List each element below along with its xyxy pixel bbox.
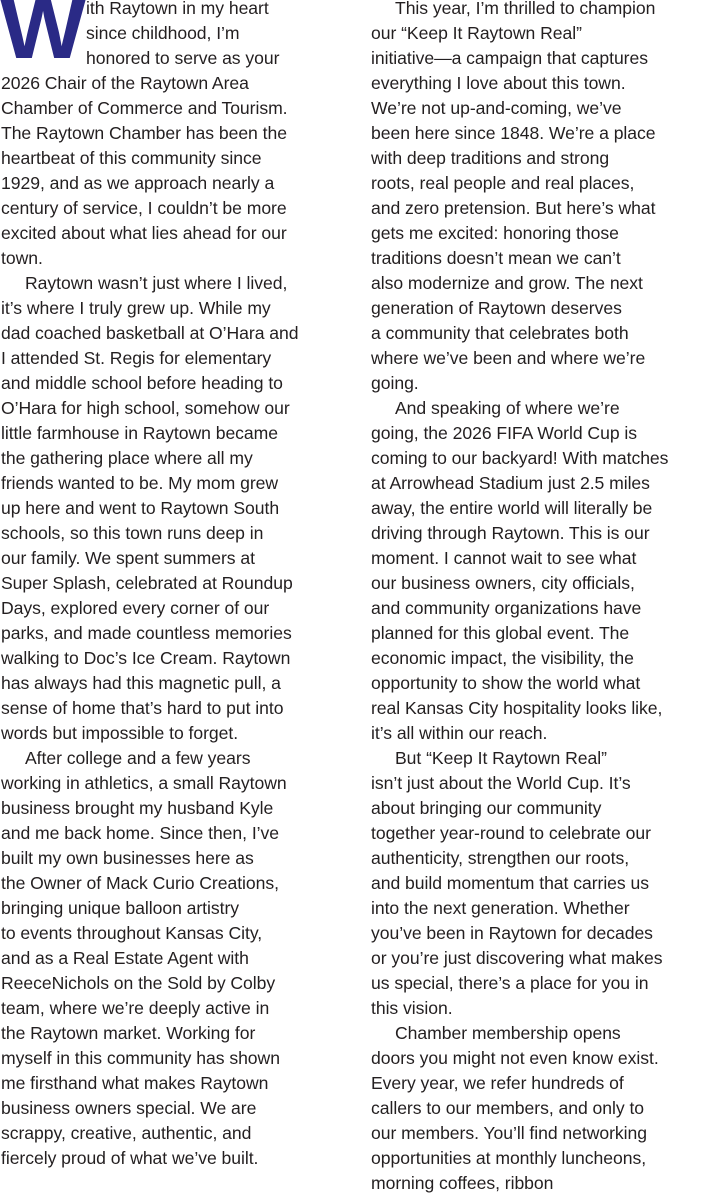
text-line: me firsthand what makes Raytown	[1, 1073, 269, 1093]
text-line: going.	[371, 373, 419, 393]
text-line: doors you might not even know exist.	[371, 1048, 659, 1068]
text-line: roots, real people and real places,	[371, 173, 635, 193]
text-line: where we’ve been and where we’re	[371, 348, 646, 368]
right-column	[371, 0, 706, 1196]
text-line: ith Raytown in my heart	[86, 0, 269, 18]
text-line: moment. I cannot wait to see what	[371, 548, 637, 568]
text-line: and zero pretension. But here’s what	[371, 198, 656, 218]
text-line: and as a Real Estate Agent with	[1, 948, 249, 968]
text-line: The Raytown Chamber has been the	[1, 123, 287, 143]
text-line: and community organizations have	[371, 598, 642, 618]
text-line: it’s where I truly grew up. While my	[1, 298, 271, 318]
text-line: initiative—a campaign that captures	[371, 48, 648, 68]
text-line: you’ve been in Raytown for decades	[371, 923, 653, 943]
text-line: gets me excited: honoring those	[371, 223, 619, 243]
text-line: into the next generation. Whether	[371, 898, 630, 918]
text-line: working in athletics, a small Raytown	[1, 773, 287, 793]
text-line: planned for this global event. The	[371, 623, 630, 643]
text-line: heartbeat of this community since	[1, 148, 262, 168]
text-line: isn’t just about the World Cup. It’s	[371, 773, 631, 793]
text-line: Every year, we refer hundreds of	[371, 1073, 624, 1093]
text-line: authenticity, strengthen our roots,	[371, 848, 630, 868]
text-line: the Owner of Mack Curio Creations,	[1, 873, 279, 893]
text-line: economic impact, the visibility, the	[371, 648, 634, 668]
text-line: bringing unique balloon artistry	[1, 898, 240, 918]
text-line: parks, and made countless memories	[1, 623, 292, 643]
text-line: schools, so this town runs deep in	[1, 523, 264, 543]
text-line: away, the entire world will literally be	[371, 498, 653, 518]
drop-cap: W	[0, 0, 82, 77]
text-line: at Arrowhead Stadium just 2.5 miles	[371, 473, 650, 493]
text-line: excited about what lies ahead for our	[1, 223, 287, 243]
paragraph-initiative	[371, 0, 706, 396]
paragraph-world-cup	[371, 396, 706, 746]
text-line: our members. You’ll find networking	[371, 1123, 647, 1143]
text-line: and me back home. Since then, I’ve	[1, 823, 280, 843]
paragraph-career	[1, 746, 343, 1171]
text-line: this vision.	[371, 998, 453, 1018]
text-line: Raytown wasn’t just where I lived,	[25, 273, 288, 293]
text-line: After college and a few years	[25, 748, 251, 768]
paragraph-intro	[1, 0, 343, 271]
text-line: myself in this community has shown	[1, 1048, 280, 1068]
text-line: everything I love about this town.	[371, 73, 626, 93]
text-line: generation of Raytown deserves	[371, 298, 622, 318]
text-line: morning coffees, ribbon	[371, 1173, 554, 1193]
text-line: I attended St. Regis for elementary	[1, 348, 272, 368]
text-line: going, the 2026 FIFA World Cup is	[371, 423, 637, 443]
text-line: driving through Raytown. This is our	[371, 523, 650, 543]
text-line: We’re not up-and-coming, we’ve	[371, 98, 622, 118]
text-line: since childhood, I’m	[86, 23, 240, 43]
text-line: callers to our members, and only to	[371, 1098, 645, 1118]
text-line: honored to serve as your	[86, 48, 280, 68]
text-line: opportunity to show the world what	[371, 673, 641, 693]
text-line: our family. We spent summers at	[1, 548, 255, 568]
text-line: This year, I’m thrilled to champion	[395, 0, 656, 18]
text-line: our business owners, city officials,	[371, 573, 635, 593]
paragraph-membership	[371, 1021, 706, 1196]
text-line: But “Keep It Raytown Real”	[395, 748, 607, 768]
text-line: a community that celebrates both	[371, 323, 629, 343]
text-line: has always had this magnetic pull, a	[1, 673, 281, 693]
text-line: scrappy, creative, authentic, and	[1, 1123, 252, 1143]
text-line: us special, there’s a place for you in	[371, 973, 649, 993]
text-line: about bringing our community	[371, 798, 602, 818]
paragraph-childhood	[1, 271, 343, 746]
text-line: coming to our backyard! With matches	[371, 448, 669, 468]
text-line: Days, explored every corner of our	[1, 598, 270, 618]
text-line: little farmhouse in Raytown became	[1, 423, 278, 443]
text-line: opportunities at monthly luncheons,	[371, 1148, 647, 1168]
text-line: friends wanted to be. My mom grew	[1, 473, 279, 493]
text-line: and middle school before heading to	[1, 373, 283, 393]
text-line: And speaking of where we’re	[395, 398, 620, 418]
text-line: dad coached basketball at O’Hara and	[1, 323, 299, 343]
text-line: been here since 1848. We’re a place	[371, 123, 656, 143]
text-line: real Kansas City hospitality looks like,	[371, 698, 663, 718]
text-line: ReeceNichols on the Sold by Colby	[1, 973, 276, 993]
text-line: traditions doesn’t mean we can’t	[371, 248, 621, 268]
text-line: up here and went to Raytown South	[1, 498, 280, 518]
text-line: the gathering place where all my	[1, 448, 253, 468]
paragraph-keep-it-real	[371, 746, 706, 1021]
text-line: sense of home that’s hard to put into	[1, 698, 284, 718]
text-line: the Raytown market. Working for	[1, 1023, 256, 1043]
text-line: town.	[1, 248, 43, 268]
text-line: with deep traditions and strong	[371, 148, 610, 168]
left-column	[1, 0, 343, 1171]
text-line: O’Hara for high school, somehow our	[1, 398, 290, 418]
text-line: fiercely proud of what we’ve built.	[1, 1148, 259, 1168]
text-line: business owners special. We are	[1, 1098, 257, 1118]
text-line: business brought my husband Kyle	[1, 798, 274, 818]
text-line: built my own businesses here as	[1, 848, 254, 868]
text-line: also modernize and grow. The next	[371, 273, 643, 293]
text-line: it’s all within our reach.	[371, 723, 548, 743]
text-line: walking to Doc’s Ice Cream. Raytown	[1, 648, 291, 668]
text-line: Super Splash, celebrated at Roundup	[1, 573, 293, 593]
text-line: team, where we’re deeply active in	[1, 998, 270, 1018]
text-line: our “Keep It Raytown Real”	[371, 23, 582, 43]
text-line: Chamber membership opens	[395, 1023, 621, 1043]
text-line: or you’re just discovering what makes	[371, 948, 663, 968]
text-line: century of service, I couldn’t be more	[1, 198, 287, 218]
text-line: and build momentum that carries us	[371, 873, 649, 893]
text-line: 1929, and as we approach nearly a	[1, 173, 275, 193]
text-line: 2026 Chair of the Raytown Area	[1, 73, 249, 93]
text-line: together year-round to celebrate our	[371, 823, 651, 843]
text-line: words but impossible to forget.	[1, 723, 239, 743]
text-line: Chamber of Commerce and Tourism.	[1, 98, 288, 118]
text-line: to events throughout Kansas City,	[1, 923, 263, 943]
